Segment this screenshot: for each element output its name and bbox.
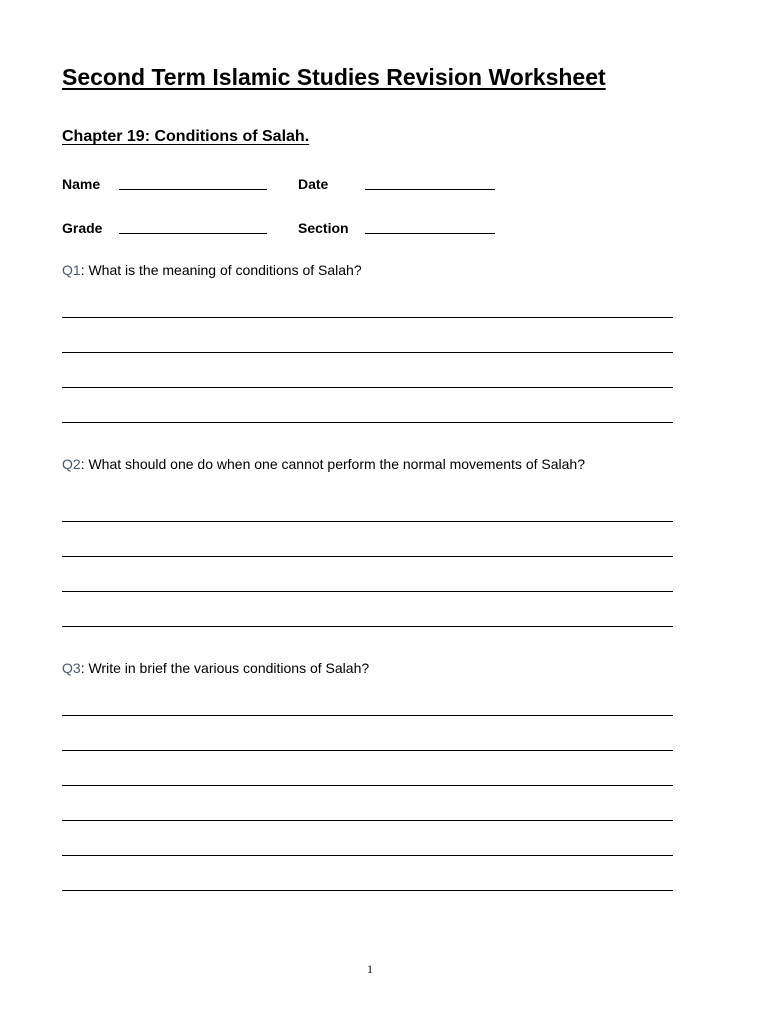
answer-line[interactable]	[62, 715, 673, 716]
answer-line[interactable]	[62, 591, 673, 592]
answer-line[interactable]	[62, 750, 673, 751]
answer-line[interactable]	[62, 521, 673, 522]
answer-line[interactable]	[62, 890, 673, 891]
answer-line[interactable]	[62, 785, 673, 786]
question-2	[62, 456, 585, 472]
name-blank[interactable]	[119, 189, 267, 190]
question-1	[62, 262, 362, 278]
question-number: Q1	[62, 262, 81, 278]
question-number: Q3	[62, 660, 81, 676]
section-label: Section	[298, 220, 349, 236]
answer-line[interactable]	[62, 626, 673, 627]
question-number: Q2	[62, 456, 81, 472]
question-text: : What is the meaning of conditions of Salah?	[80, 262, 362, 278]
question-text: : What should one do when one cannot perform the normal movements of Salah?	[80, 456, 585, 472]
date-label: Date	[298, 176, 329, 192]
worksheet-title: Second Term Islamic Studies Revision Worksheet	[62, 64, 606, 90]
answer-line[interactable]	[62, 387, 673, 388]
answer-line[interactable]	[62, 352, 673, 353]
answer-line[interactable]	[62, 317, 673, 318]
name-label: Name	[62, 176, 101, 192]
answer-line[interactable]	[62, 556, 673, 557]
question-text: : Write in brief the various conditions of Salah?	[80, 660, 370, 676]
section-blank[interactable]	[365, 233, 495, 234]
answer-line[interactable]	[62, 855, 673, 856]
date-blank[interactable]	[365, 189, 495, 190]
answer-line[interactable]	[62, 820, 673, 821]
answer-line[interactable]	[62, 422, 673, 423]
grade-label: Grade	[62, 220, 103, 236]
page-number: 1	[367, 962, 373, 976]
question-3	[62, 660, 369, 676]
grade-blank[interactable]	[119, 233, 267, 234]
chapter-heading: Chapter 19: Conditions of Salah.	[62, 128, 310, 145]
